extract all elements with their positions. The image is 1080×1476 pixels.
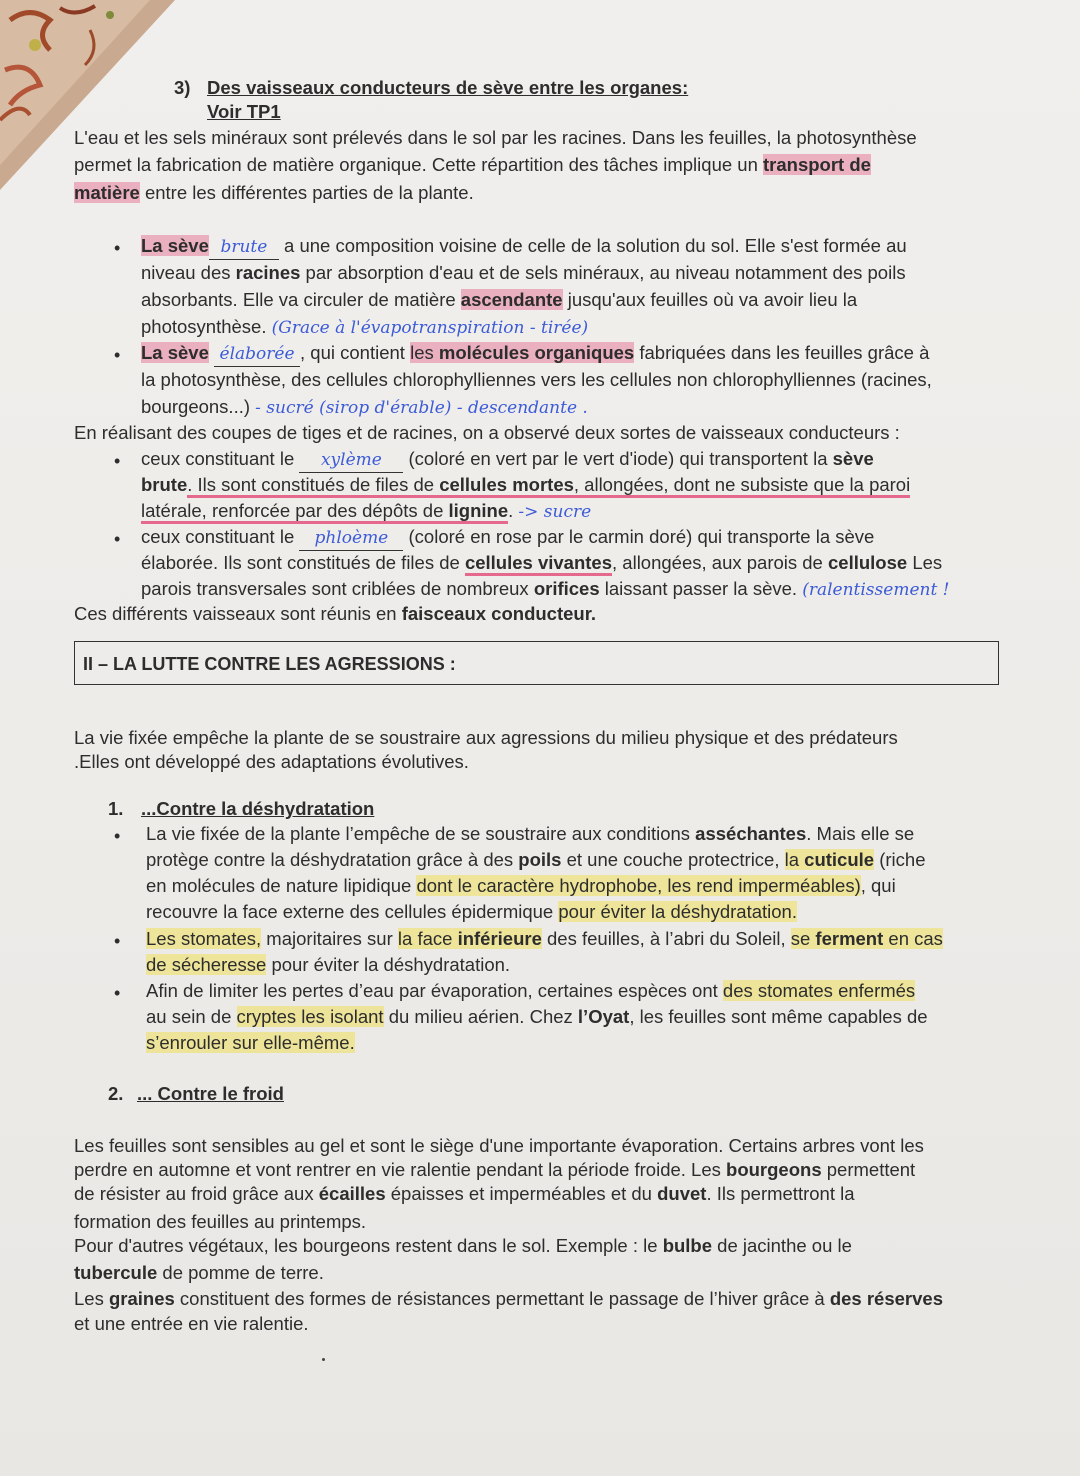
subsection-number: 2. (108, 1083, 124, 1104)
section-header-box (74, 641, 999, 685)
paragraph-line: de résister au froid grâce aux écailles épaisses et imperméables et du duvet. Ils permettront la (74, 1183, 855, 1204)
paragraph-line: permet la fabrication de matière organique. Cette répartition des tâches implique un transport de (74, 154, 871, 175)
stray-dot (322, 1358, 325, 1361)
paragraph-line: en molécules de nature lipidique dont le caractère hydrophobe, les rend imperméables), qui (146, 875, 896, 896)
paragraph-line: absorbants. Elle va circuler de matière ascendante jusqu'aux feuilles où va avoir lieu la (141, 289, 858, 310)
handwritten-note: (Grace à l'évapotranspiration - tirée) (271, 318, 589, 338)
paragraph-line: Les stomates, majoritaires sur la face inférieure des feuilles, à l’abri du Soleil, se ferment en cas (146, 928, 943, 949)
handwritten-note: - sucré (sirop d'érable) - descendante . (255, 398, 588, 418)
paragraph-line: niveau des racines par absorption d'eau et de sels minéraux, au niveau notamment des poils (141, 262, 906, 283)
paragraph-line: En réalisant des coupes de tiges et de racines, on a observé deux sortes de vaisseaux conducteurs : (74, 422, 900, 443)
bullet-icon: • (114, 238, 121, 258)
paragraph-line: La sève brute a une composition voisine de celle de la solution du sol. Elle s'est formée au (141, 234, 907, 260)
bullet-icon: • (114, 451, 121, 471)
paragraph-line: photosynthèse. (Grace à l'évapotranspiration - tirée) (141, 316, 589, 338)
paragraph-line: La sève élaborée , qui contient les molécules organiques fabriquées dans les feuilles grâce à (141, 341, 929, 367)
paragraph-line: Ces différents vaisseaux sont réunis en faisceaux conducteur. (74, 603, 597, 624)
paragraph-line: La vie fixée empêche la plante de se soustraire aux agressions du milieu physique et des prédateurs (74, 727, 898, 748)
section-reference: Voir TP1 (207, 101, 281, 122)
paragraph-line: ceux constituant le phloème (coloré en rose par le carmin doré) qui transporte la sève (141, 525, 874, 551)
bullet-icon: • (114, 345, 121, 365)
paragraph-line: brute. Ils sont constitués de files de cellules mortes, allongées, dont ne subsiste que la paroi (141, 473, 910, 497)
paragraph-line: s’enrouler sur elle-même. (146, 1032, 355, 1053)
paragraph-line: parois transversales sont criblées de nombreux orifices laissant passer la sève. (ralentissement ! (141, 578, 950, 600)
handwritten-note: (ralentissement ! (802, 580, 950, 600)
handwritten-note: -> sucre (518, 502, 592, 522)
section-title: II – LA LUTTE CONTRE LES AGRESSIONS : (83, 654, 456, 674)
paragraph-line: protège contre la déshydratation grâce à des poils et une couche protectrice, la cuticule (riche (146, 849, 926, 870)
paragraph-line: matière entre les différentes parties de la plante. (74, 182, 474, 203)
paragraph-line: élaborée. Ils sont constitués de files de cellules vivantes, allongées, aux parois de cellulose Les (141, 551, 942, 575)
subsection-number: 1. (108, 798, 124, 819)
paragraph-line: bourgeons...) - sucré (sirop d'érable) - descendante . (141, 396, 588, 418)
subsection-title: ... Contre le froid (137, 1083, 284, 1104)
paragraph-line: la photosynthèse, des cellules chlorophylliennes vers les cellules non chlorophylliennes (racines, (141, 369, 932, 390)
section-title: Des vaisseaux conducteurs de sève entre les organes: (207, 77, 689, 98)
paragraph-line: tubercule de pomme de terre. (74, 1262, 324, 1283)
bullet-icon: • (114, 983, 121, 1003)
bullet-icon: • (114, 529, 121, 549)
paragraph-line: perdre en automne et vont rentrer en vie ralentie pendant la période froide. Les bourgeons permettent (74, 1159, 916, 1180)
paragraph-line: La vie fixée de la plante l’empêche de se soustraire aux conditions asséchantes. Mais elle se (146, 823, 915, 844)
paragraph-line: L'eau et les sels minéraux sont prélevés dans le sol par les racines. Dans les feuilles, la photosynthèse (74, 127, 917, 148)
paragraph-line: formation des feuilles au printemps. (74, 1211, 367, 1232)
paragraph-line: et une entrée en vie ralentie. (74, 1313, 309, 1334)
paragraph-line: Afin de limiter les pertes d’eau par évaporation, certaines espèces ont des stomates enfermés (146, 980, 916, 1001)
paragraph-line: Pour d'autres végétaux, les bourgeons restent dans le sol. Exemple : le bulbe de jacinthe ou le (74, 1235, 852, 1256)
paragraph-line: au sein de cryptes les isolant du milieu aérien. Chez l’Oyat, les feuilles sont même capables de (146, 1006, 928, 1027)
paragraph-line: Les graines constituent des formes de résistances permettant le passage de l’hiver grâce à des réserves (74, 1288, 943, 1309)
paragraph-line: .Elles ont développé des adaptations évolutives. (74, 751, 469, 772)
paragraph-line: Les feuilles sont sensibles au gel et sont le siège d'une importante évaporation. Certains arbres vont les (74, 1135, 924, 1156)
section-number: 3) (174, 77, 191, 98)
paragraph-line: recouvre la face externe des cellules épidermique pour éviter la déshydratation. (146, 901, 797, 922)
bullet-icon: • (114, 826, 121, 846)
bullet-icon: • (114, 931, 121, 951)
paragraph-line: ceux constituant le xylème (coloré en vert par le vert d'iode) qui transportent la sève (141, 447, 874, 473)
paragraph-line: de sécheresse pour éviter la déshydratation. (146, 954, 511, 975)
paragraph-line: latérale, renforcée par des dépôts de lignine. -> sucre (141, 500, 592, 522)
subsection-title: ...Contre la déshydratation (141, 798, 375, 819)
